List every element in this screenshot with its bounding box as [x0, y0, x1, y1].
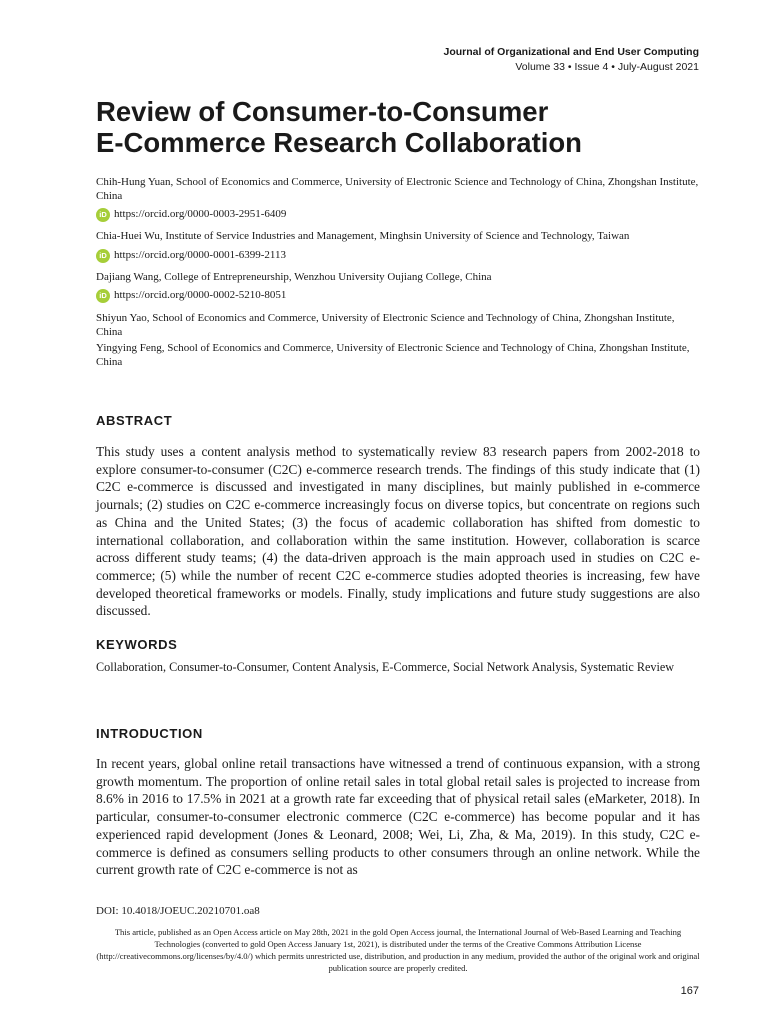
- journal-name: Journal of Organizational and End User Computing: [443, 46, 699, 58]
- author-affiliation: Chia-Huei Wu, Institute of Service Industries and Management, Minghsin University of Science and Technology, Taiwan: [96, 230, 630, 242]
- author-list: [96, 176, 700, 369]
- author-affiliation: Chih-Hung Yuan, School of Economics and Commerce, University of Electronic Science and Technology of China, Zhongshan Institute, China: [96, 176, 699, 202]
- orcid-icon: iD: [96, 289, 110, 303]
- abstract-text: This study uses a content analysis method to systematically review 83 research papers from 2002-2018 to explore consumer-to-consumer (C2C) e-commerce research trends. The findings of this study indicate that (1) C2C e-commerce is discussed and investigated in many disciplines, but mainly published in e-commerce journals; (2) studies on C2C e-commerce increasingly focus on diverse topics, but concentrate on regions such as China and the United States; (3) the focus of academic collaboration has shifted from domestic to international collaboration, and collaboration within the same institution. However, collaboration is scarce across different study teams; (4) the data-driven approach is the main approach used in studies on C2C e-commerce; (5) while the number of recent C2C e-commerce studies adopted theories is increasing, few have developed theoretical frameworks or models. Finally, study implications and future study suggestions are also discussed.: [96, 444, 700, 619]
- orcid-link[interactable]: https://orcid.org/0000-0002-5210-8051: [114, 289, 287, 302]
- doi: DOI: 10.4018/JOEUC.20210701.oa8: [96, 905, 260, 917]
- orcid-icon: iD: [96, 249, 110, 263]
- orcid-icon: iD: [96, 208, 110, 222]
- author-entry: [96, 312, 700, 339]
- author-entry: [96, 271, 700, 305]
- article-title-line-1: Review of Consumer-to-Consumer: [96, 96, 549, 127]
- license-notice: This article, published as an Open Access article on May 28th, 2021 in the gold Open Access journal, the International Journal of Web-Based Learning and Teaching Technologies (converted to gold Open Access January 1st, 2021), is distributed under the terms of the Creative Commons Attribution License (http://creativecommons.org/licenses/by/4.0/) which permits unrestricted use, distribution, and production in any medium, provided the author of the original work and original publication source are properly credited.: [96, 927, 700, 973]
- article-title: [96, 96, 696, 158]
- orcid-row: [96, 248, 700, 264]
- orcid-link[interactable]: https://orcid.org/0000-0001-6399-2113: [114, 248, 287, 261]
- introduction-text: In recent years, global online retail transactions have witnessed a trend of continuous expansion, with a strong growth momentum. The proportion of online retail sales in total global retail sales is projected to increase from 8.6% in 2016 to 17.5% in 2021 at a growth rate far exceeding that of physical retail sales (eMarketer, 2018). In particular, consumer-to-consumer electronic commerce (C2C e-commerce) has become popular and it has experienced rapid development (Jones & Leonard, 2008; Wei, Li, Zha, & Ma, 2019). In this study, C2C e-commerce is defined as consumers selling products to other consumers through an online network. While the current growth rate of C2C e-commerce is not as: [96, 756, 700, 878]
- author-entry: [96, 176, 700, 223]
- page-number: 167: [680, 985, 699, 997]
- orcid-row: [96, 288, 700, 304]
- keywords-text: Collaboration, Consumer-to-Consumer, Content Analysis, E-Commerce, Social Network Analysis, Systematic Review: [96, 660, 675, 674]
- orcid-row: [96, 207, 700, 223]
- introduction-heading: INTRODUCTION: [96, 726, 203, 741]
- journal-issue: Volume 33 • Issue 4 • July-August 2021: [515, 61, 699, 73]
- keywords-heading: KEYWORDS: [96, 637, 178, 652]
- journal-header: [443, 46, 699, 74]
- author-entry: [96, 230, 700, 264]
- abstract-heading: ABSTRACT: [96, 413, 173, 428]
- author-affiliation: Shiyun Yao, School of Economics and Commerce, University of Electronic Science and Technology of China, Zhongshan Institute, China: [96, 312, 675, 338]
- author-affiliation: Yingying Feng, School of Economics and Commerce, University of Electronic Science and Technology of China, Zhongshan Institute, China: [96, 342, 690, 368]
- article-title-line-2: E-Commerce Research Collaboration: [96, 127, 582, 158]
- author-affiliation: Dajiang Wang, College of Entrepreneurship, Wenzhou University Oujiang College, China: [96, 270, 492, 283]
- author-entry: [96, 342, 700, 369]
- orcid-link[interactable]: https://orcid.org/0000-0003-2951-6409: [114, 208, 287, 221]
